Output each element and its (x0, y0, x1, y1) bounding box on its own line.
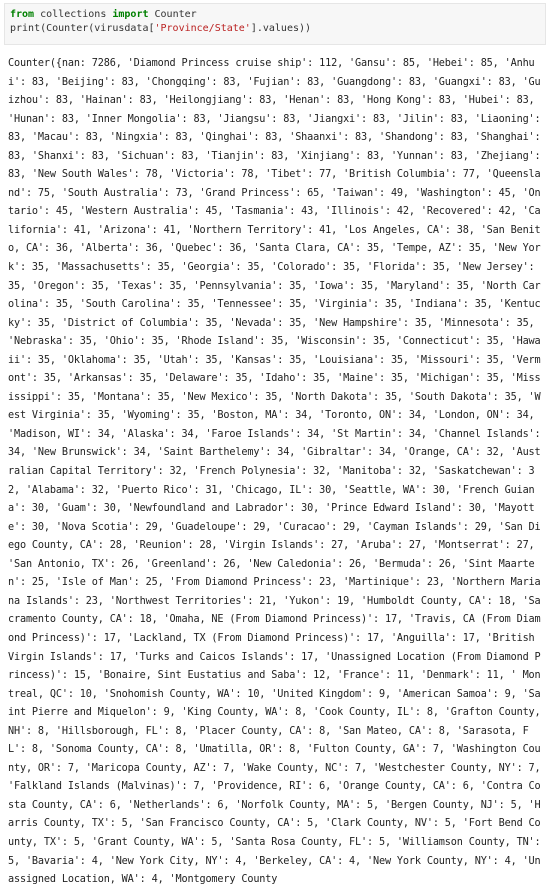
code-line-1 (10, 8, 540, 22)
imported-name: Counter (148, 9, 197, 20)
code-line-2 (10, 22, 540, 36)
code-call-start: print(Counter(virusdata[ (10, 23, 155, 34)
counter-output-text: Counter({nan: 7286, 'Diamond Princess cruise ship': 112, 'Gansu': 85, 'Hebei': 85, 'Anhui': 83, 'Beijing': 83, 'Chongqing': 83, 'Fujian': 83, 'Guangdong': 83, 'Guangxi': 83, 'Guizhou': 83, 'Hainan': 83, 'Heilongjiang': 83, 'Henan': 83, 'Hong Kong': 83, 'Hubei': 83, 'Hunan': 83, 'Inner Mongolia': 83, 'Jiangsu': 83, 'Jiangxi': 83, 'Jilin': 83, 'Liaoning': 83, 'Macau': 83, 'Ningxia': 83, 'Qinghai': 83, 'Shaanxi': 83, 'Shandong': 83, 'Shanghai': 83, 'Shanxi': 83, 'Sichuan': 83, 'Tianjin': 83, 'Xinjiang': 83, 'Yunnan': 83, 'Zhejiang': 83, 'New South Wales': 78, 'Victoria': 78, 'Tibet': 77, 'British Columbia': 77, 'Queensland': 75, 'South Australia': 73, 'Grand Princess': 65, 'Taiwan': 49, 'Washington': 45, 'Ontario': 45, 'Western Australia': 45, 'Tasmania': 43, 'Illinois': 42, 'Recovered': 42, 'California': 41, 'Arizona': 41, 'Northern Territory': 41, 'Los Angeles, CA': 38, 'San Benito, CA': 36, 'Alberta': 36, 'Quebec': 36, 'Santa Clara, CA': 35, 'Tempe, AZ': 35, 'New York': 35, 'Massachusetts': 35, 'Georgia': 35, 'Colorado': 35, 'Florida': 35, 'New Jersey': 35, 'Oregon': 35, 'Texas': 35, 'Pennsylvania': 35, 'Iowa': 35, 'Maryland': 35, 'North Carolina': 35, 'South Carolina': 35, 'Tennessee': 35, 'Virginia': 35, 'Indiana': 35, 'Kentucky': 35, 'District of Columbia': 35, 'Nevada': 35, 'New Hampshire': 35, 'Minnesota': 35, 'Nebraska': 35, 'Ohio': 35, 'Rhode Island': 35, 'Wisconsin': 35, 'Connecticut': 35, 'Hawaii': 35, 'Oklahoma': 35, 'Utah': 35, 'Kansas': 35, 'Louisiana': 35, 'Missouri': 35, 'Vermont': 35, 'Arkansas': 35, 'Delaware': 35, 'Idaho': 35, 'Maine': 35, 'Michigan': 35, 'Mississippi': 35, 'Montana': 35, 'New Mexico': 35, 'North Dakota': 35, 'South Dakota': 35, 'West Virginia': 35, 'Wyoming': 35, 'Boston, MA': 34, 'Toronto, ON': 34, 'London, ON': 34, 'Madison, WI': 34, 'Alaska': 34, 'Faroe Islands': 34, 'St Martin': 34, 'Channel Islands': 34, 'New Brunswick': 34, 'Saint Barthelemy': 34, 'Gibraltar': 34, 'Orange, CA': 32, 'Australian Capital Territory': 32, 'French Polynesia': 32, 'Manitoba': 32, 'Saskatchewan': 32, 'Alabama': 32, 'Puerto Rico': 31, 'Chicago, IL': 30, 'Seattle, WA': 30, 'French Guiana': 30, 'Guam': 30, 'Newfoundland and Labrador': 30, 'Prince Edward Island': 30, 'Mayotte': 30, 'Nova Scotia': 29, 'Guadeloupe': 29, 'Curacao': 29, 'Cayman Islands': 29, 'San Diego County, CA': 28, 'Reunion': 28, 'Virgin Islands': 27, 'Aruba': 27, 'Montserrat': 27, 'San Antonio, TX': 26, 'Greenland': 26, 'New Caledonia': 26, 'Bermuda': 26, 'Sint Maarten': 25, 'Isle of Man': 25, 'From Diamond Princess': 23, 'Martinique': 23, 'Northern Mariana Islands': 23, 'Northwest Territories': 21, 'Yukon': 19, 'Humboldt County, CA': 18, 'Sacramento County, CA': 18, 'Omaha, NE (From Diamond Princess)': 17, 'Travis, CA (From Diamond Princess)': 17, 'Lackland, TX (From Diamond Princess)': 17, 'Anguilla': 17, 'British Virgin Islands': 17, 'Turks and Caicos Islands': 17, 'Unassigned Location (From Diamond Princess)': 15, 'Bonaire, Sint Eustatius and Saba': 12, 'France': 11, 'Denmark': 11, ' Montreal, QC': 10, 'Snohomish County, WA': 10, 'United Kingdom': 9, 'American Samoa': 9, 'Saint Pierre and Miquelon': 9, 'King County, WA': 8, 'Cook County, IL': 8, 'Grafton County, NH': 8, 'Hillsborough, FL': 8, 'Placer County, CA': 8, 'San Mateo, CA': 8, 'Sarasota, FL': 8, 'Sonoma County, CA': 8, 'Umatilla, OR': 8, 'Fulton County, GA': 7, 'Washington County, OR': 7, 'Maricopa County, AZ': 7, 'Wake County, NC': 7, 'Westchester County, NY': 7, 'Falkland Islands (Malvinas)': 7, 'Providence, RI': 6, 'Orange County, CA': 6, 'Contra Costa County, CA': 6, 'Netherlands': 6, 'Norfolk County, MA': 5, 'Bergen County, NJ': 5, 'Harris County, TX': 5, 'San Francisco County, CA': 5, 'Clark County, NV': 5, 'Fort Bend County, TX': 5, 'Grant County, WA': 5, 'Santa Rosa County, FL': 5, 'Williamson County, TN': 5, 'Bavaria': 4, 'New York City, NY': 4, 'Berkeley, CA': 4, 'New York County, NY': 4, 'Unassigned Location, WA': 4, 'Montgomery County (8, 58, 547, 886)
code-input-cell[interactable] (4, 3, 546, 45)
module-name: collections (34, 9, 113, 20)
keyword-from: from (10, 9, 35, 20)
code-call-end: ].values)) (250, 23, 312, 34)
code-string-literal: 'Province/State' (154, 23, 251, 34)
keyword-import: import (112, 9, 149, 20)
output-cell (4, 53, 547, 886)
